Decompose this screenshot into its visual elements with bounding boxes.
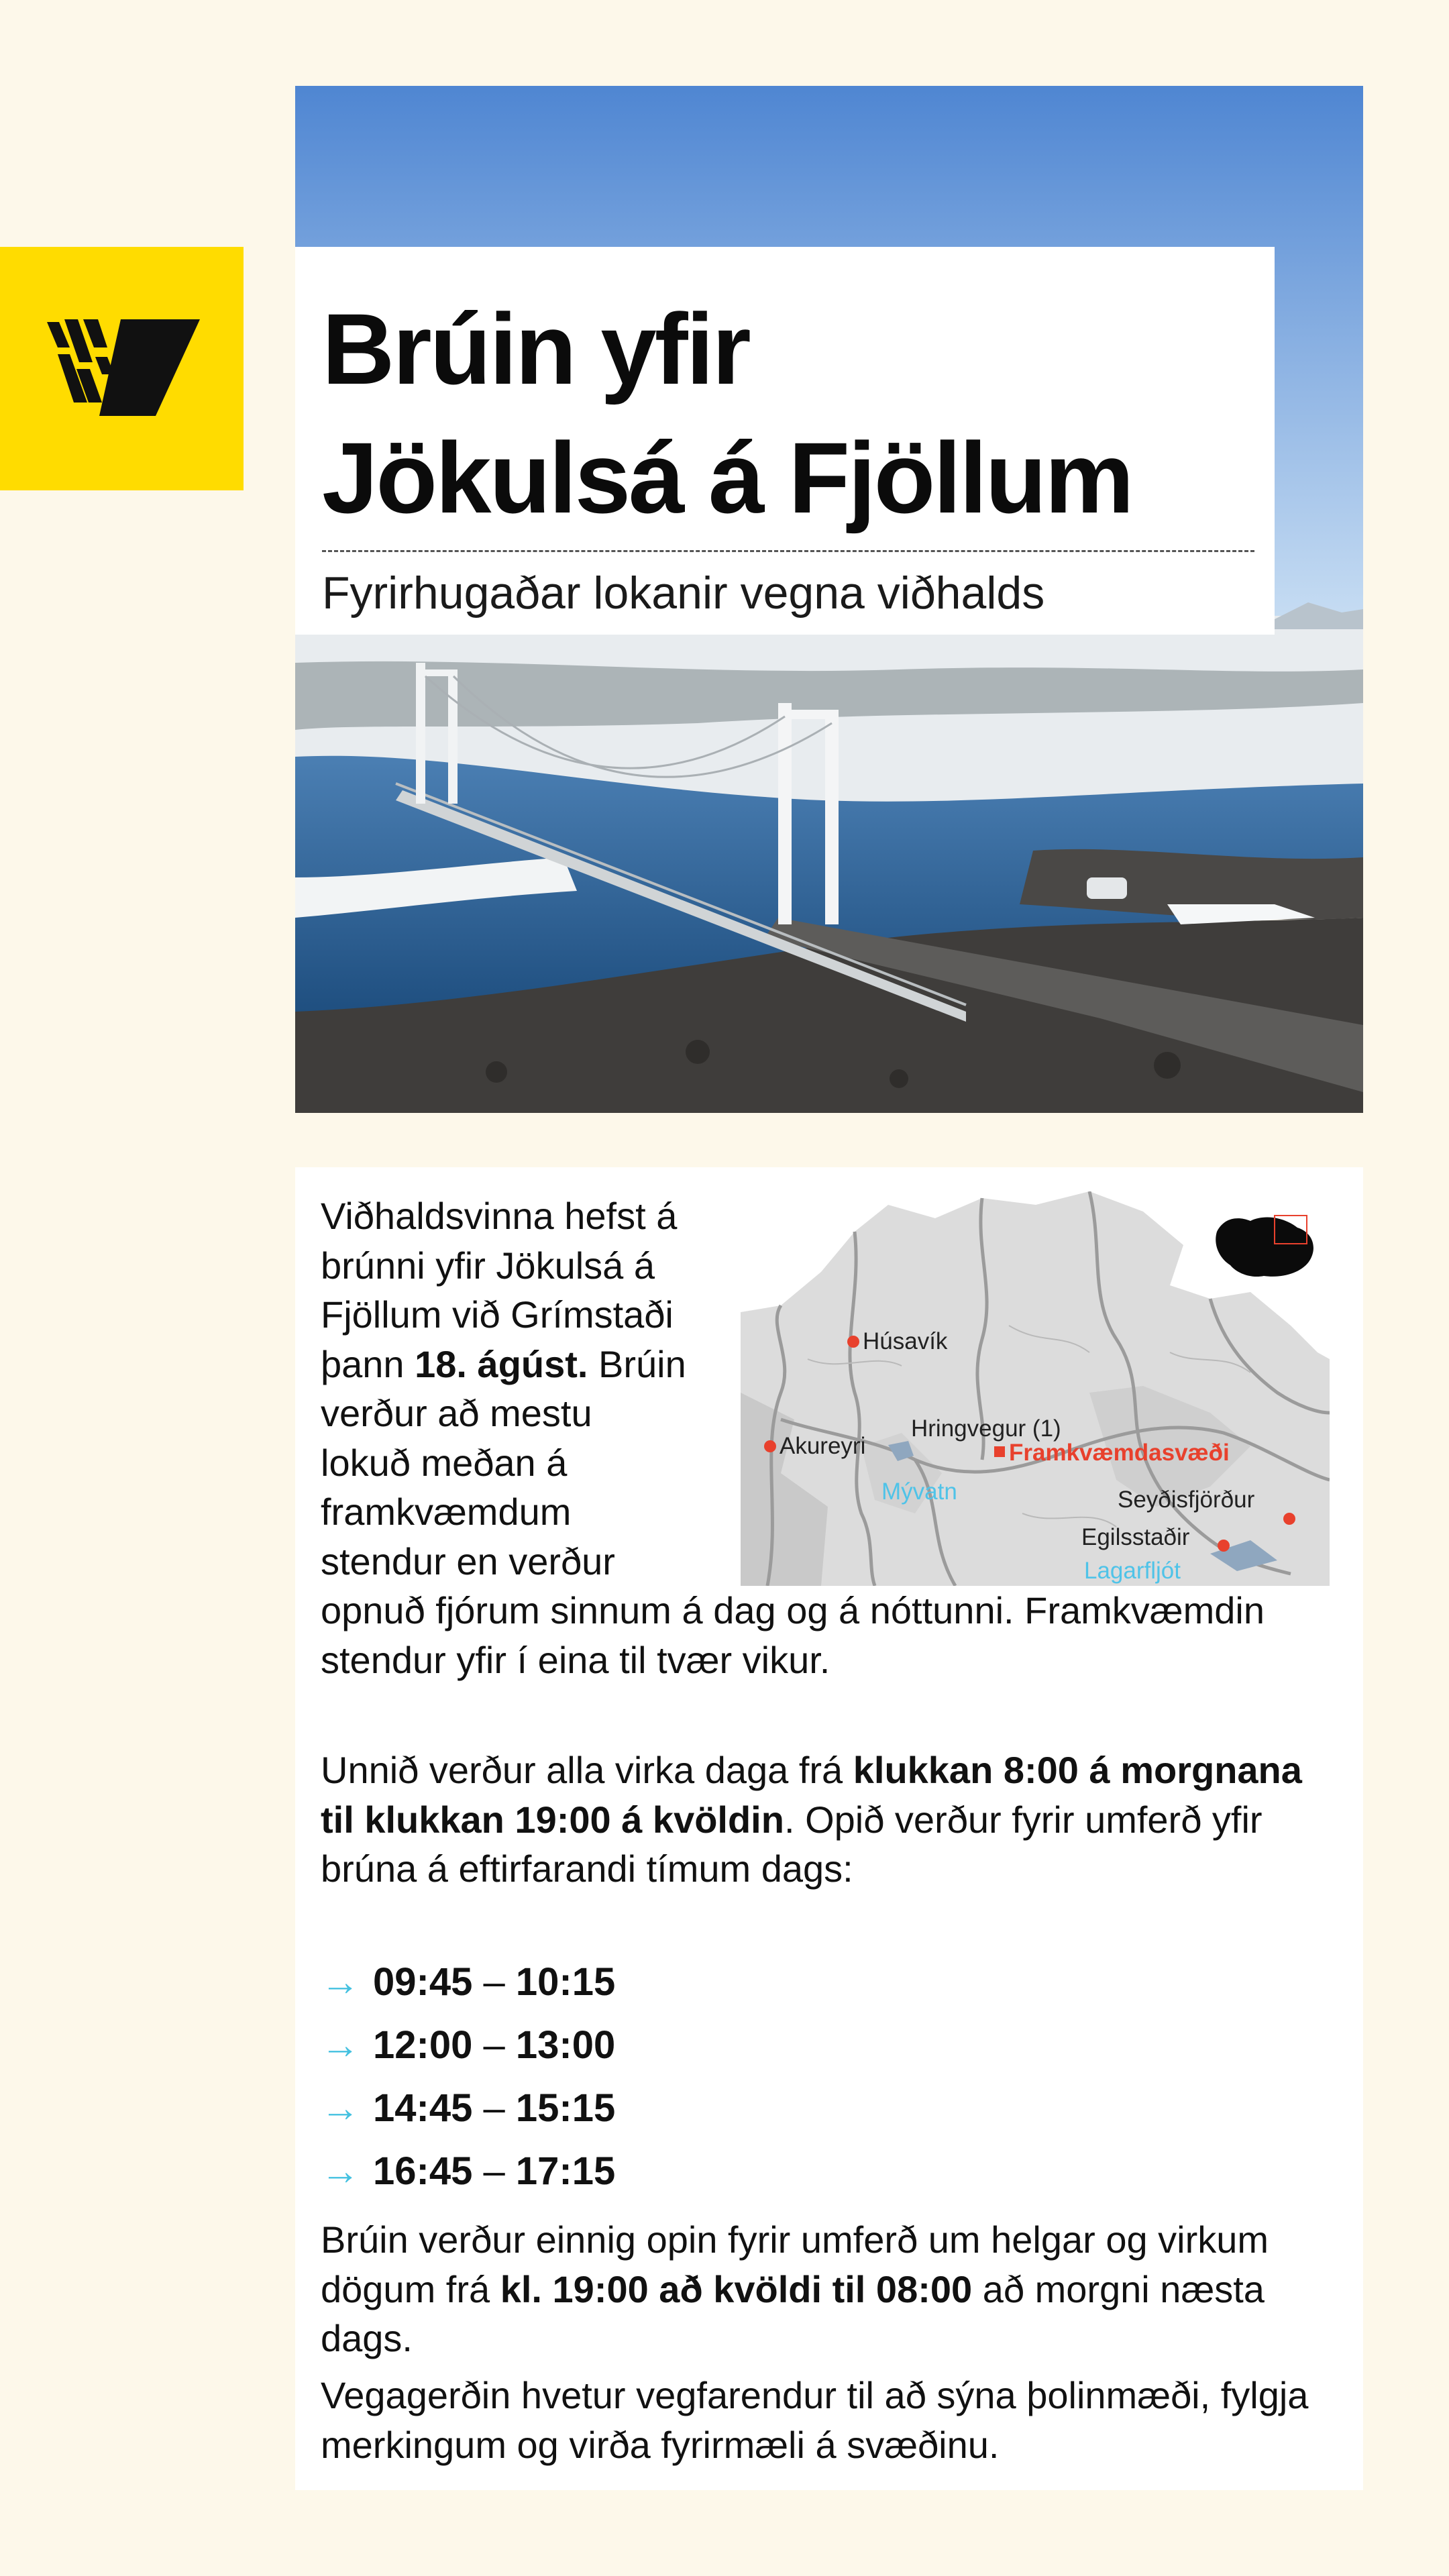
map-label-myvatn: Mývatn	[881, 1479, 957, 1505]
start-date: 18. ágúst.	[415, 1342, 588, 1385]
work-hours-paragraph	[321, 1746, 1334, 1894]
list-item: → 12:00 – 13:00	[321, 2023, 616, 2067]
dashed-divider	[322, 550, 1254, 552]
vegagerdin-logo-icon	[0, 247, 244, 490]
map-label-lagarfljot: Lagarfljót	[1084, 1558, 1181, 1584]
closing-paragraph: Vegagerðin hvetur vegfarendur til að sýna þolinmæði, fylgja merkingum og virða fyrirmæli á svæðinu.	[321, 2374, 1309, 2466]
arrow-right-icon: →	[321, 1960, 360, 2004]
work-hours-text-continued: . Opið verður fyrir umferð yfir brúna á eftirfarandi tímum dags:	[321, 1798, 1263, 1890]
weekend-paragraph	[321, 2215, 1334, 2363]
map-label-hringvegur: Hringvegur (1)	[911, 1415, 1061, 1442]
weekend-text: Brúin verður einnig opin fyrir umferð um helgar og virkum dögum frá	[321, 2218, 1269, 2310]
work-hours-range: klukkan 8:00 á morgnana til klukkan 19:00 á kvöldin	[321, 1749, 1302, 1841]
weekend-hours: kl. 19:00 að kvöldi til 08:00	[500, 2267, 973, 2310]
map-label-husavik: Húsavík	[863, 1328, 948, 1354]
list-item: → 14:45 – 15:15	[321, 2086, 616, 2130]
work-hours-text: Unnið verður alla virka daga frá	[321, 1749, 853, 1791]
map-label-egilsstadir: Egilsstaðir	[1081, 1524, 1190, 1550]
page-subtitle: Fyrirhugaðar lokanir vegna viðhalds	[322, 568, 1045, 619]
list-item: → 09:45 – 10:15	[321, 1960, 616, 2004]
arrow-right-icon: →	[321, 2086, 360, 2130]
map-label-seydisfjordur: Seyðisfjörður	[1118, 1487, 1255, 1513]
map-label-akureyri: Akureyri	[780, 1433, 866, 1459]
page-title	[322, 284, 1261, 542]
title-line-2: Jökulsá á Fjöllum	[322, 421, 1132, 534]
map-label-construction-area: Framkvæmdasvæði	[1009, 1440, 1230, 1466]
info-card	[295, 1167, 1363, 2490]
arrow-right-icon: →	[321, 2023, 360, 2067]
intro-paragraph	[321, 1191, 1334, 1684]
logo	[0, 247, 244, 490]
intro-text: Viðhaldsvinna hefst á brúnni yfir Jökulsá á Fjöllum við Grímstaði þann	[321, 1195, 678, 1385]
title-card	[295, 247, 1275, 635]
intro-text-continued: Brúin verður að mestu lokuð meðan á framkvæmdum stendur en verður opnuð fjórum sinnum á dag og á nóttunni. Framkvæmdin stendur yfir í eina til tvær vikur.	[321, 1342, 1265, 1681]
arrow-right-icon: →	[321, 2149, 360, 2193]
title-line-1: Brúin yfir	[322, 292, 749, 405]
list-item: → 16:45 – 17:15	[321, 2149, 616, 2193]
open-times-list	[321, 1951, 615, 2203]
weekend-text-continued: að morgni næsta dags.	[321, 2267, 1265, 2359]
